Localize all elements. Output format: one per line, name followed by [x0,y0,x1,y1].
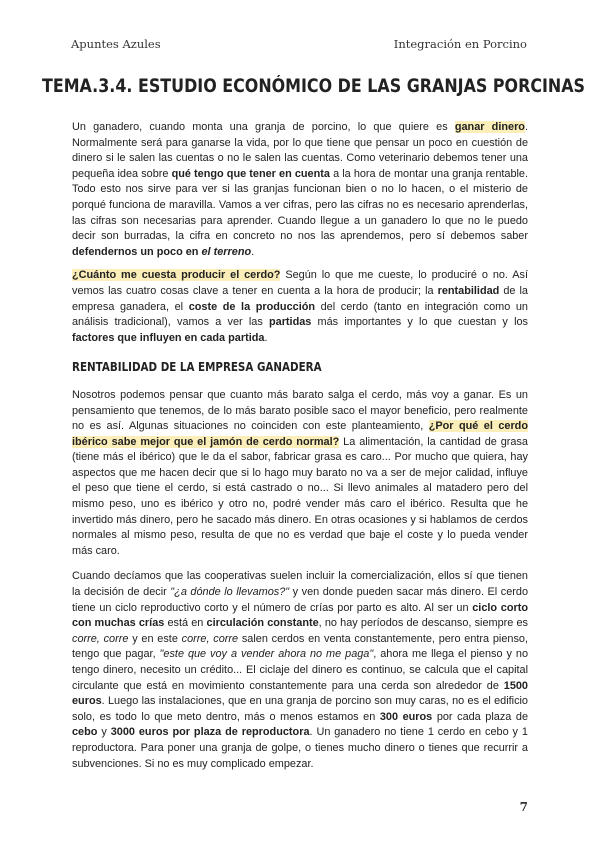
document-body [72,120,528,782]
header-left: Apuntes Azules [71,37,161,51]
highlight: ganar dinero [454,121,525,133]
highlight: ¿Cuánto me cuesta producir el cerdo? [72,269,281,282]
paragraph-cost-question: ¿Cuánto me cuesta producir el cerdo? Según lo que me cueste, lo produciré o no. Así vemos las cuatro cosas clave a tener en cuenta a la hora de producir; la rentabilidad de la empresa ganadera, el coste de la producción del cerdo (tanto en integración como un análisis tradicional), vamos a ver las partidas más importantes y lo que cuestan y los factores que influyen en cada partida. [72,269,528,344]
highlight: ¿Por qué el cerdo ibérico sabe mejor que el jamón de cerdo normal? [72,420,528,448]
page-title: TEMA.3.4. ESTUDIO ECONÓMICO DE LAS GRANJAS PORCINAS [42,76,586,97]
section-subheading: RENTABILIDAD DE LA EMPRESA GANADERA [72,360,322,375]
page-number: 7 [519,800,528,814]
paragraph-cooperativas: Cuando decíamos que las cooperativas suelen incluir la comercialización, ellos sí que tienen la decisión de decir "¿a dónde lo llevamos?" y ven donde pueden sacar más dinero. El cerdo tiene un ciclo reproductivo corto y el número de crías por parto es alto. Al ser un ciclo corto con muchas crías está en circulación constante, no hay períodos de descanso, siempre es corre, corre y en este corre, corre salen cerdos en venta constantemente, pero entra pienso, tengo que pagar, "este que voy a vender ahora no me paga", ahora me llega el pienso y no tengo dinero, necesito un crédito... El ciclaje del dinero es continuo, se calcula que el capital circulante que está en movimiento constantemente para una cerda son alrededor de 1500 euros. Luego las instalaciones, que en una granja de porcino son muy caras, no es el edificio solo, es todo lo que meto dentro, más o menos estamos en 300 euros por cada plaza de cebo y 3000 euros por plaza de reproductora. Un ganadero no tiene 1 cerdo en cebo y 1 reproductora. Para poner una granja de golpe, o tienes mucho dinero o tienes que recurrir a subvenciones. Si no es muy complicado empezar. [72,570,529,770]
paragraph-rentabilidad: Nosotros podemos pensar que cuanto más barato salga el cerdo, más voy a ganar. Es un pensamiento que tenemos, de lo más barato posible saco el mayor beneficio, pero realmente no es así. Algunas situaciones no coinciden con este planteamiento, ¿Por qué el cerdo ibérico sabe mejor que el jamón de cerdo normal? La alimentación, la cantidad de grasa (tiene más el ibérico) que le da el sabor, fabricar grasa es caro... Por mucho que quiera, hay aspectos que me hacen decir que si lo hago muy barato no va a ser de mejor calidad, influye el peso que tiene el cerdo, si está castrado o no... Si llevo animales al matadero pero del mismo peso, uno es ibérico y otro no, podré vender más caro el ibérico. Resulta que he invertido más dinero, pero he sacado más dinero. En otras ocasiones y si hablamos de cerdos normales al mismo peso, resulta de que no es verdad que baje el coste y lo pueda vender más caro. [72,388,528,557]
header-right: Integración en Porcino [393,37,527,51]
paragraph-intro: Un ganadero, cuando monta una granja de porcino, lo que quiere es ganar dinero. Normalmente será para ganarse la vida, por lo que tiene que pensar un poco en cuestión de dinero si le salen las cuentas o no le salen las cuentas. Como veterinario debemos tener una pequeña idea sobre qué tengo que tener en cuenta a la hora de montar una granja rentable. Todo esto nos sirve para ver si las granjas funcionan bien o no lo hacen, o el misterio de porqué funciona de maravilla. Vamos a ver cifras, pero las cifras no es necesario aprenderlas, las cifras son necesarias para aprender. Cuando llegue a un ganadero lo que no le puedo decir son burradas, la cifra en concreto no nos las aprendemos, pero sí debemos saber defendernos un poco en el terreno. [72,121,529,258]
